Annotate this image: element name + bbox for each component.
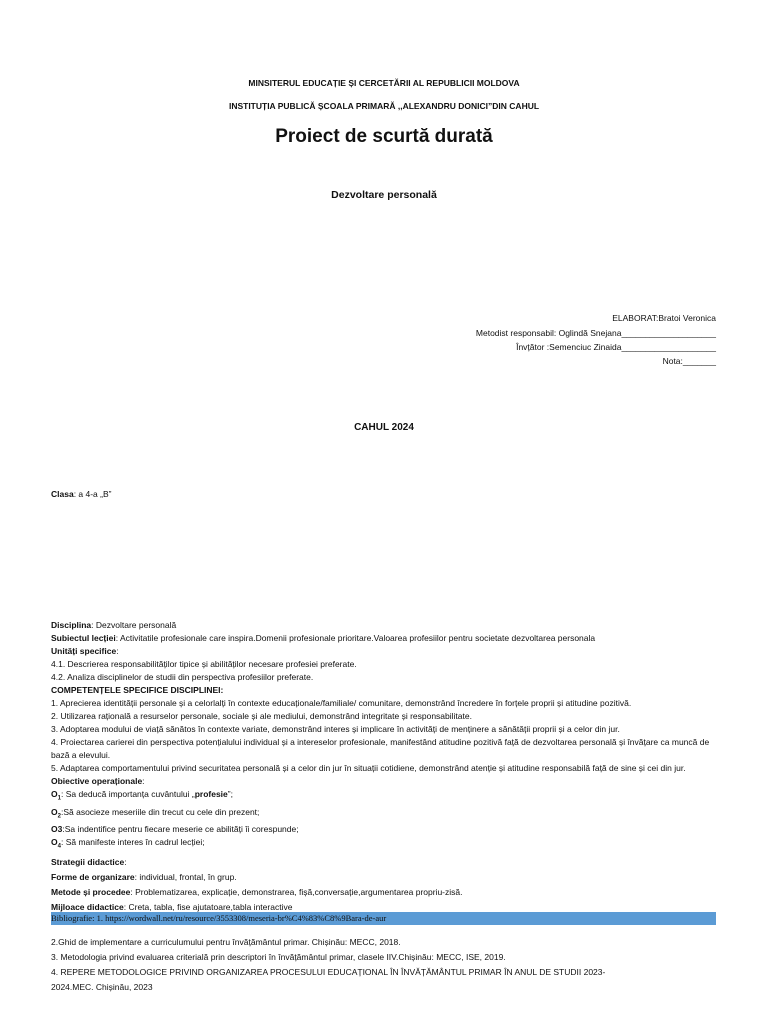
obiectiv-code: O [51,806,58,817]
metode-line [51,886,719,899]
strategii-block [51,856,719,914]
metode-value: : Problematizarea, explicație, demonstrarea, fișă,conversație,argumentarea propriu-zisă. [130,887,463,897]
mijloace-label: Mijloace didactice [51,902,124,912]
forme-value: : individual, frontal, în grup. [134,872,237,882]
strategii-label: Strategii didactice: [51,857,127,867]
disciplina-line [51,619,719,632]
class-line [51,488,719,501]
bibliografie-item: 2.Ghid de implementare a curriculumului pentru învățământul primar. Chișinău: MECC, 2018. [51,937,401,947]
institution-heading: INSTITUȚIA PUBLICĂ ȘCOALA PRIMARĂ ,,ALEXANDRU DONICI”DIN CAHUL [228,101,540,111]
subiect-label: Subiectul lecției [51,633,116,643]
competente-label [51,684,719,697]
subiect-line [51,632,719,645]
obiectiv-text: : Să manifeste interes în cadrul lecției; [60,837,205,848]
forme-label: Forme de organizare [51,872,135,882]
obiectiv-bold: profesie [194,789,228,799]
grade-nota: Nota:_______ [662,356,716,366]
obiectiv-item [51,836,719,854]
obiective-label: Obiective operaționale: [51,776,145,786]
class-label: Clasa [51,489,74,499]
obiectiv-text: : Sa deducă importanța cuvântului „ [60,789,195,799]
unitati-item: 4.2. Analiza disciplinelor de studii din perspectiva profesiilor preferate. [51,672,314,682]
unitati-label: Unități specifice: [51,646,119,656]
metode-label: Metode și procedee [51,887,131,897]
obiectiv-text: :Sa indentifice pentru fiecare meserie ce abilități îi corespunde; [62,824,299,835]
competenta-item: 2. Utilizarea rațională a resurselor personale, sociale și ale mediului, demonstrând integritate și responsabilitate. [51,711,472,721]
document-title: Proiect de scurtă durată [275,126,493,147]
author-metodist: Metodist responsabil: Oglindă Snejana____________________ [475,328,716,338]
unitati-label-text: Unități specifice [51,646,117,656]
author-invatator: Învțător :Semenciuc Zinaida____________________ [516,342,716,352]
disciplina-label: Disciplina [51,620,92,630]
bibliografie-item: 3. Metodologia privind evaluarea criterială prin descriptori în învățământul primar, clasele IIV.Chișinău: MECC, ISE, 2019. [51,952,506,962]
obiectiv-item [51,823,719,836]
competenta-item: 5. Adaptarea comportamentului privind securitatea personală și a celor din jur în situații cotidiene, demonstrând atenție și atitudine responsabilă față de sine și cei din jur. [51,763,686,773]
subiect-value: : Activitatile profesionale care inspira.Domenii profesionale prioritare.Valoarea profesiilor pentru societate dezvoltarea personala [115,633,596,643]
class-value: : a 4-a „B” [73,489,112,499]
bibliografie-list [51,936,719,994]
obiectiv-code: O3 [51,824,63,835]
ministry-heading: MINSITERUL EDUCAȚIE ȘI CERCETĂRII AL REPUBLICII MOLDOVA [248,78,520,88]
disciplina-value: : Dezvoltare personală [91,620,177,630]
city-year: CAHUL 2024 [354,422,414,433]
lesson-details [51,619,719,854]
document-subtitle: Dezvoltare personală [331,189,437,201]
competenta-item: 3. Adoptarea modului de viață sănătos în contexte variate, demonstrând interes și implicare în activități de menținere a sănătății proprii și a celor din jur. [51,724,620,734]
mijloace-value: : Creta, tabla, fise ajutatoare,tabla interactive [123,902,293,912]
obiectiv-code: O [51,789,58,799]
bibliografie-item: 2024.MEC. Chișinău, 2023 [51,982,153,992]
obiective-label-text: Obiective operaționale [51,776,143,786]
competente-label-text: COMPETENȚELE SPECIFICE DISCIPLINEI: [51,685,224,695]
bibliografie-link[interactable]: 1. https://wordwall.net/ru/resource/3553308/meseria-br%C4%83%C8%9Bara-de-aur [94,913,387,923]
obiectiv-tail: ”; [227,789,233,799]
competenta-item: 1. Aprecierea identității personale și a celorlalți în contexte educaționale/familiale/ comunitare, demonstrând încredere în forțele proprii și atitudine pozitivă. [51,698,632,708]
obiectiv-sub: 2 [57,813,61,820]
bibliografie-item: 4. REPERE METODOLOGICE PRIVIND ORGANIZAREA PROCESULUI EDUCAȚIONAL ÎN ÎNVĂȚĂMÂNTUL PRIMAR ÎN ANUL DE STUDII 2023- [51,967,606,977]
bibliografie-highlight [51,912,716,925]
bibliografie-label: Bibliografie: [51,913,95,923]
competenta-item: 4. Proiectarea carierei din perspectiva potențialului individual și a intereselor profesionale, manifestând atitudine pozitivă față de dezvoltarea personală și învățare ca muncă de bază a elevului. [51,737,710,760]
obiectiv-text: :Să asocieze meseriile din trecut cu cele din prezent; [60,806,260,817]
forme-line [51,871,719,884]
obiectiv-item [51,806,719,824]
unitati-item: 4.1. Descrierea responsabilităților tipice și abilităților necesare profesiei preferate. [51,659,357,669]
author-elaborat: ELABORAT:Bratoi Veronica [612,313,716,323]
obiectiv-sub: 1 [57,795,61,802]
obiectiv-sub: 4 [57,844,61,851]
obiectiv-code: O [51,837,58,848]
obiectiv-item [51,788,719,806]
strategii-label-text: Strategii didactice [51,857,125,867]
